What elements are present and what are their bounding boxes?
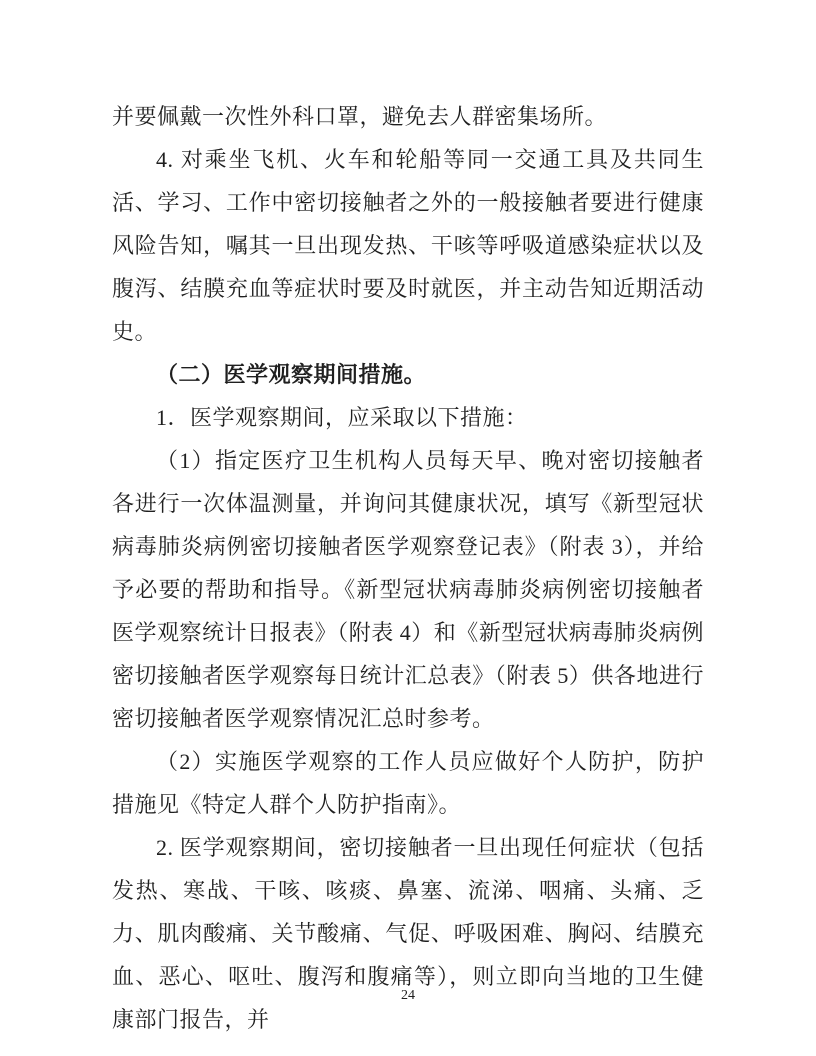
paragraph: （2）实施医学观察的工作人员应做好个人防护，防护措施见《特定人群个人防护指南》。 [112,749,704,817]
paragraph: 并要佩戴一次性外科口罩，避免去人群密集场所。 [112,104,608,129]
document-body [112,95,704,1041]
paragraph: 4. 对乘坐飞机、火车和轮船等同一交通工具及共同生活、学习、工作中密切接触者之外的一般接触者要进行健康风险告知，嘱其一旦出现发热、干咳等呼吸道感染症状以及腹泻、结膜充血等症状时要及时就医，并主动告知近期活动史。 [112,147,704,344]
page-number: 24 [401,988,415,1003]
paragraph: 1．医学观察期间，应采取以下措施： [156,405,528,430]
paragraph: （1）指定医疗卫生机构人员每天早、晚对密切接触者各进行一次体温测量，并询问其健康状况，填写《新型冠状病毒肺炎病例密切接触者医学观察登记表》（附表 3），并给予必要的帮助和指导。《新型冠状病毒肺炎病例密切接触者医学观察统计日报表》（附表 4）和《新型冠状病毒肺炎病例密切接触者医学观察每日统计汇总表》（附表 5）供各地进行密切接触者医学观察情况汇总时参考。 [112,448,704,731]
paragraph: 2. 医学观察期间，密切接触者一旦出现任何症状（包括发热、寒战、干咳、咳痰、鼻塞、流涕、咽痛、头痛、乏力、肌肉酸痛、关节酸痛、气促、呼吸困难、胸闷、结膜充血、恶心、呕吐、腹泻和腹痛等），则立即向当地的卫生健康部门报告，并 [112,835,704,1032]
paragraph: （二）医学观察期间措施。 [156,362,427,387]
